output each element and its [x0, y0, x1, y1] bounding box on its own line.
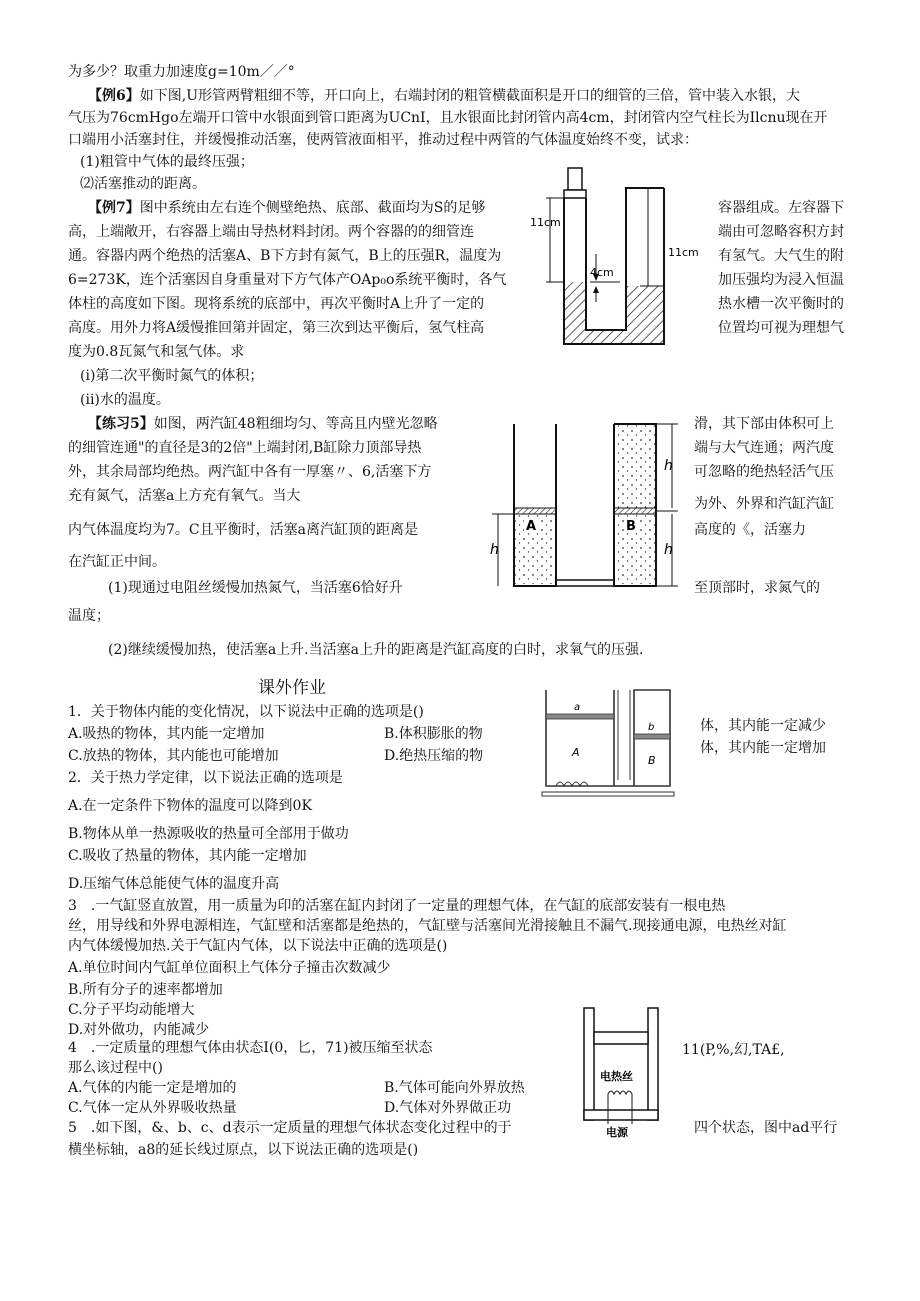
label-h-left: h — [490, 542, 499, 558]
label-big-b: B — [648, 754, 656, 767]
heater-wire — [608, 1091, 632, 1110]
option: A.在一定条件下物体的温度可以降到0K — [68, 798, 312, 814]
question-stem: 那么该过程中() — [68, 1060, 163, 1076]
text-line: 高度。用外力将A缓慢推回第并固定，第三次到达平衡后，氢气柱高 — [68, 320, 485, 336]
example-label: 【例7】 — [88, 200, 140, 216]
piston-b — [614, 508, 656, 514]
heater-cylinder-figure — [582, 1006, 666, 1138]
text-line: 有氢气。大气生的附 — [718, 248, 844, 264]
text-line: 内气体温度均为7。C且平衡时，活塞a离汽缸顶的距离是 — [68, 522, 418, 538]
text-line: 口端用小活塞封住，并缓慢推动活塞，使两管液面相平，推动过程中两管的气体温度始终不变，试求： — [68, 132, 698, 148]
text-line: 滑，其下部由体积可上 — [694, 416, 834, 432]
label-h-right-top: h — [664, 458, 673, 474]
option: B.物体从单一热源吸收的热量可全部用于做功 — [68, 826, 349, 842]
text-line: 温度； — [68, 608, 110, 624]
label-h-right-bottom: h — [664, 542, 673, 558]
option: A.气体的内能一定是增加的 — [68, 1080, 237, 1096]
question-stem: 2．关于热力学定律，以下说法正确的选项是 — [68, 770, 343, 786]
text-line: 可忽略的绝热轻活气压 — [694, 464, 834, 480]
option: C.放热的物体，其内能也可能增加 — [68, 748, 279, 764]
base-plate — [542, 792, 674, 796]
question-stem-continuation: 11(P,%,幻,TA£, — [682, 1042, 785, 1058]
text-line: 端由可忽略容积方封 — [718, 224, 844, 240]
question-stem: 1．关于物体内能的变化情况，以下说法中正确的选项是() — [68, 704, 424, 720]
label-b: B — [626, 519, 636, 534]
text-line: (2)继续缓慢加热，使活塞a上升.当活塞a上升的距离是汽缸高度的白时，求氧气的压强. — [108, 642, 644, 658]
text-line: 为外、外界和汽缸汽缸 — [694, 496, 834, 512]
text-span: 如下图,U形管两臂粗细不等，开口向上，右端封闭的粗管横截面积是开口的细管的三倍，管中装入水银，大 — [139, 88, 800, 104]
option: A.单位时间内气缸单位面积上气体分子撞击次数减少 — [68, 960, 391, 976]
option: B.气体可能向外界放热 — [384, 1080, 525, 1096]
option: C.气体一定从外界吸收热量 — [68, 1100, 237, 1116]
text-line: 高，上端敞开，右容器上端由导热材料封闭。两个容器的的细管连 — [68, 224, 474, 240]
question-stem: 4 .一定质量的理想气体由状态I(0，匕，71)被压缩至状态 — [68, 1040, 433, 1056]
piston-head — [564, 190, 586, 198]
option: B.所有分子的速率都增加 — [68, 982, 223, 998]
text-line — [88, 198, 485, 218]
label-right-11cm: 11cm — [668, 246, 699, 259]
section-title: 课外作业 — [258, 678, 326, 698]
question-stem-continuation: 四个状态，图中ad平行 — [694, 1120, 838, 1136]
text-line: 端与大气连通；两汽度 — [694, 440, 834, 456]
text-line: 度为0.8瓦氮气和氢气体。求 — [68, 344, 245, 360]
label-b-small: b — [648, 722, 655, 733]
text-line: (1)现通过电阻丝缓慢加热氮气，当活塞6恰好升 — [108, 580, 403, 596]
label-big-a: A — [572, 746, 580, 759]
source-label: 电源 — [606, 1126, 628, 1139]
option: B.体积膨胀的物 — [384, 726, 483, 742]
text-line: 高度的《，活塞力 — [694, 522, 806, 538]
option: C.分子平均动能增大 — [68, 1002, 195, 1018]
question-stem: 丝，用导线和外界电源相连，气缸壁和活塞都是绝热的，气缸壁与活塞间光滑接触且不漏气.现接通电源，电热丝对缸 — [68, 918, 787, 934]
option-continuation: 体，其内能一定减少 — [700, 718, 826, 734]
text-span: 如图，两汽缸48粗细均匀、等高且内壁光忽略 — [153, 416, 438, 432]
label-4cm: 4cm — [590, 266, 614, 279]
utube-figure — [528, 168, 712, 346]
text-line: 外，其余局部均绝热。两汽缸中各有一厚塞〃、6,活塞下方 — [68, 464, 432, 480]
piston-a-hw — [546, 714, 614, 719]
text-line: 通。容器内两个绝热的活塞A、B下方封有氮气，B上的压强R，温度为 — [68, 248, 502, 264]
question-stem: 内气体缓慢加热.关于气缸内气体，以下说法中正确的选项是() — [68, 938, 448, 954]
question-stem: 5 .如下图，&、b、c、d表示一定质量的理想气体状态变化过程中的于 — [68, 1120, 512, 1136]
label-a-small: a — [574, 702, 581, 713]
text-line: 热水槽一次平衡时的 — [718, 296, 844, 312]
gas-region-top — [614, 424, 656, 508]
option-continuation: 体，其内能一定增加 — [700, 740, 826, 756]
text-line: ⑵活塞推动的距离。 — [80, 176, 206, 192]
question-stem: 3 .一气缸竖直放置，用一质量为印的活塞在缸内封闭了一定量的理想气体，在气缸的底部安装有一根电热 — [68, 898, 726, 914]
piston-b-hw — [634, 734, 670, 739]
label-a: A — [526, 519, 537, 534]
text-line: 为多少？取重力加速度g=10m／／° — [68, 64, 295, 80]
heater-label: 电热丝 — [600, 1070, 633, 1083]
text-line: 体柱的高度如下图。现将系统的底部中，再次平衡时A上升了一定的 — [68, 296, 485, 312]
two-cylinder-figure — [486, 420, 686, 590]
homework-cylinder-figure — [542, 688, 692, 806]
text-line: (i)第二次平衡时氮气的体积； — [80, 368, 264, 384]
option: D.对外做功，内能减少 — [68, 1022, 210, 1038]
text-line: (1)粗管中气体的最终压强； — [80, 154, 254, 170]
cylinder-wall-right — [648, 1008, 658, 1120]
text-line: 6=273K，连个活塞因自身重量对下方气体产OAp₀o系统平衡时，各气 — [68, 272, 507, 288]
question-stem: 横坐标轴，a8的延长线过原点，以下说法正确的选项是() — [68, 1142, 419, 1158]
piston-a — [514, 508, 556, 514]
example-label: 【例6】 — [88, 88, 140, 104]
mercury — [564, 282, 664, 344]
text-line — [88, 86, 800, 106]
text-line: 至顶部时，求氮气的 — [694, 580, 820, 596]
text-line: 气压为76cmHgo左端开口管中水银面到管口距离为UCnI，且水银面比封闭管内高4cm，封闭管内空气柱长为Ilcnu现在开 — [68, 110, 828, 126]
text-line: 的细管连通"的直径是3的2倍"上端封闭,B缸除力顶部导热 — [68, 440, 422, 456]
option: D.压缩气体总能使气体的温度升高 — [68, 876, 280, 892]
text-line: (ii)水的温度。 — [80, 392, 170, 408]
option: C.吸收了热量的物体，其内能一定增加 — [68, 848, 307, 864]
text-line: 加压强均为浸入恒温 — [718, 272, 844, 288]
text-line: 充有氮气，活塞a上方充有氧气。当大 — [68, 488, 301, 504]
text-span: 图中系统由左右连个侧壁绝热、底部、截面均为S的足够 — [139, 200, 486, 216]
option: D.气体对外界做正功 — [384, 1100, 512, 1116]
text-line: 在汽缸正中间。 — [68, 554, 166, 570]
label-left-11cm: 11cm — [530, 216, 561, 229]
cylinder-wall-left — [584, 1008, 594, 1120]
piston — [568, 168, 582, 190]
text-line: 容器组成。左容器下 — [718, 200, 844, 216]
exercise-label: 【练习5】 — [88, 416, 154, 432]
option: D.绝热压缩的物 — [384, 748, 484, 764]
text-line: 位置均可视为理想气 — [718, 320, 844, 336]
option: A.吸热的物体，其内能一定增加 — [68, 726, 265, 742]
text-line — [88, 414, 438, 434]
piston-heater — [594, 1032, 648, 1044]
cylinder-bottom — [584, 1110, 658, 1120]
